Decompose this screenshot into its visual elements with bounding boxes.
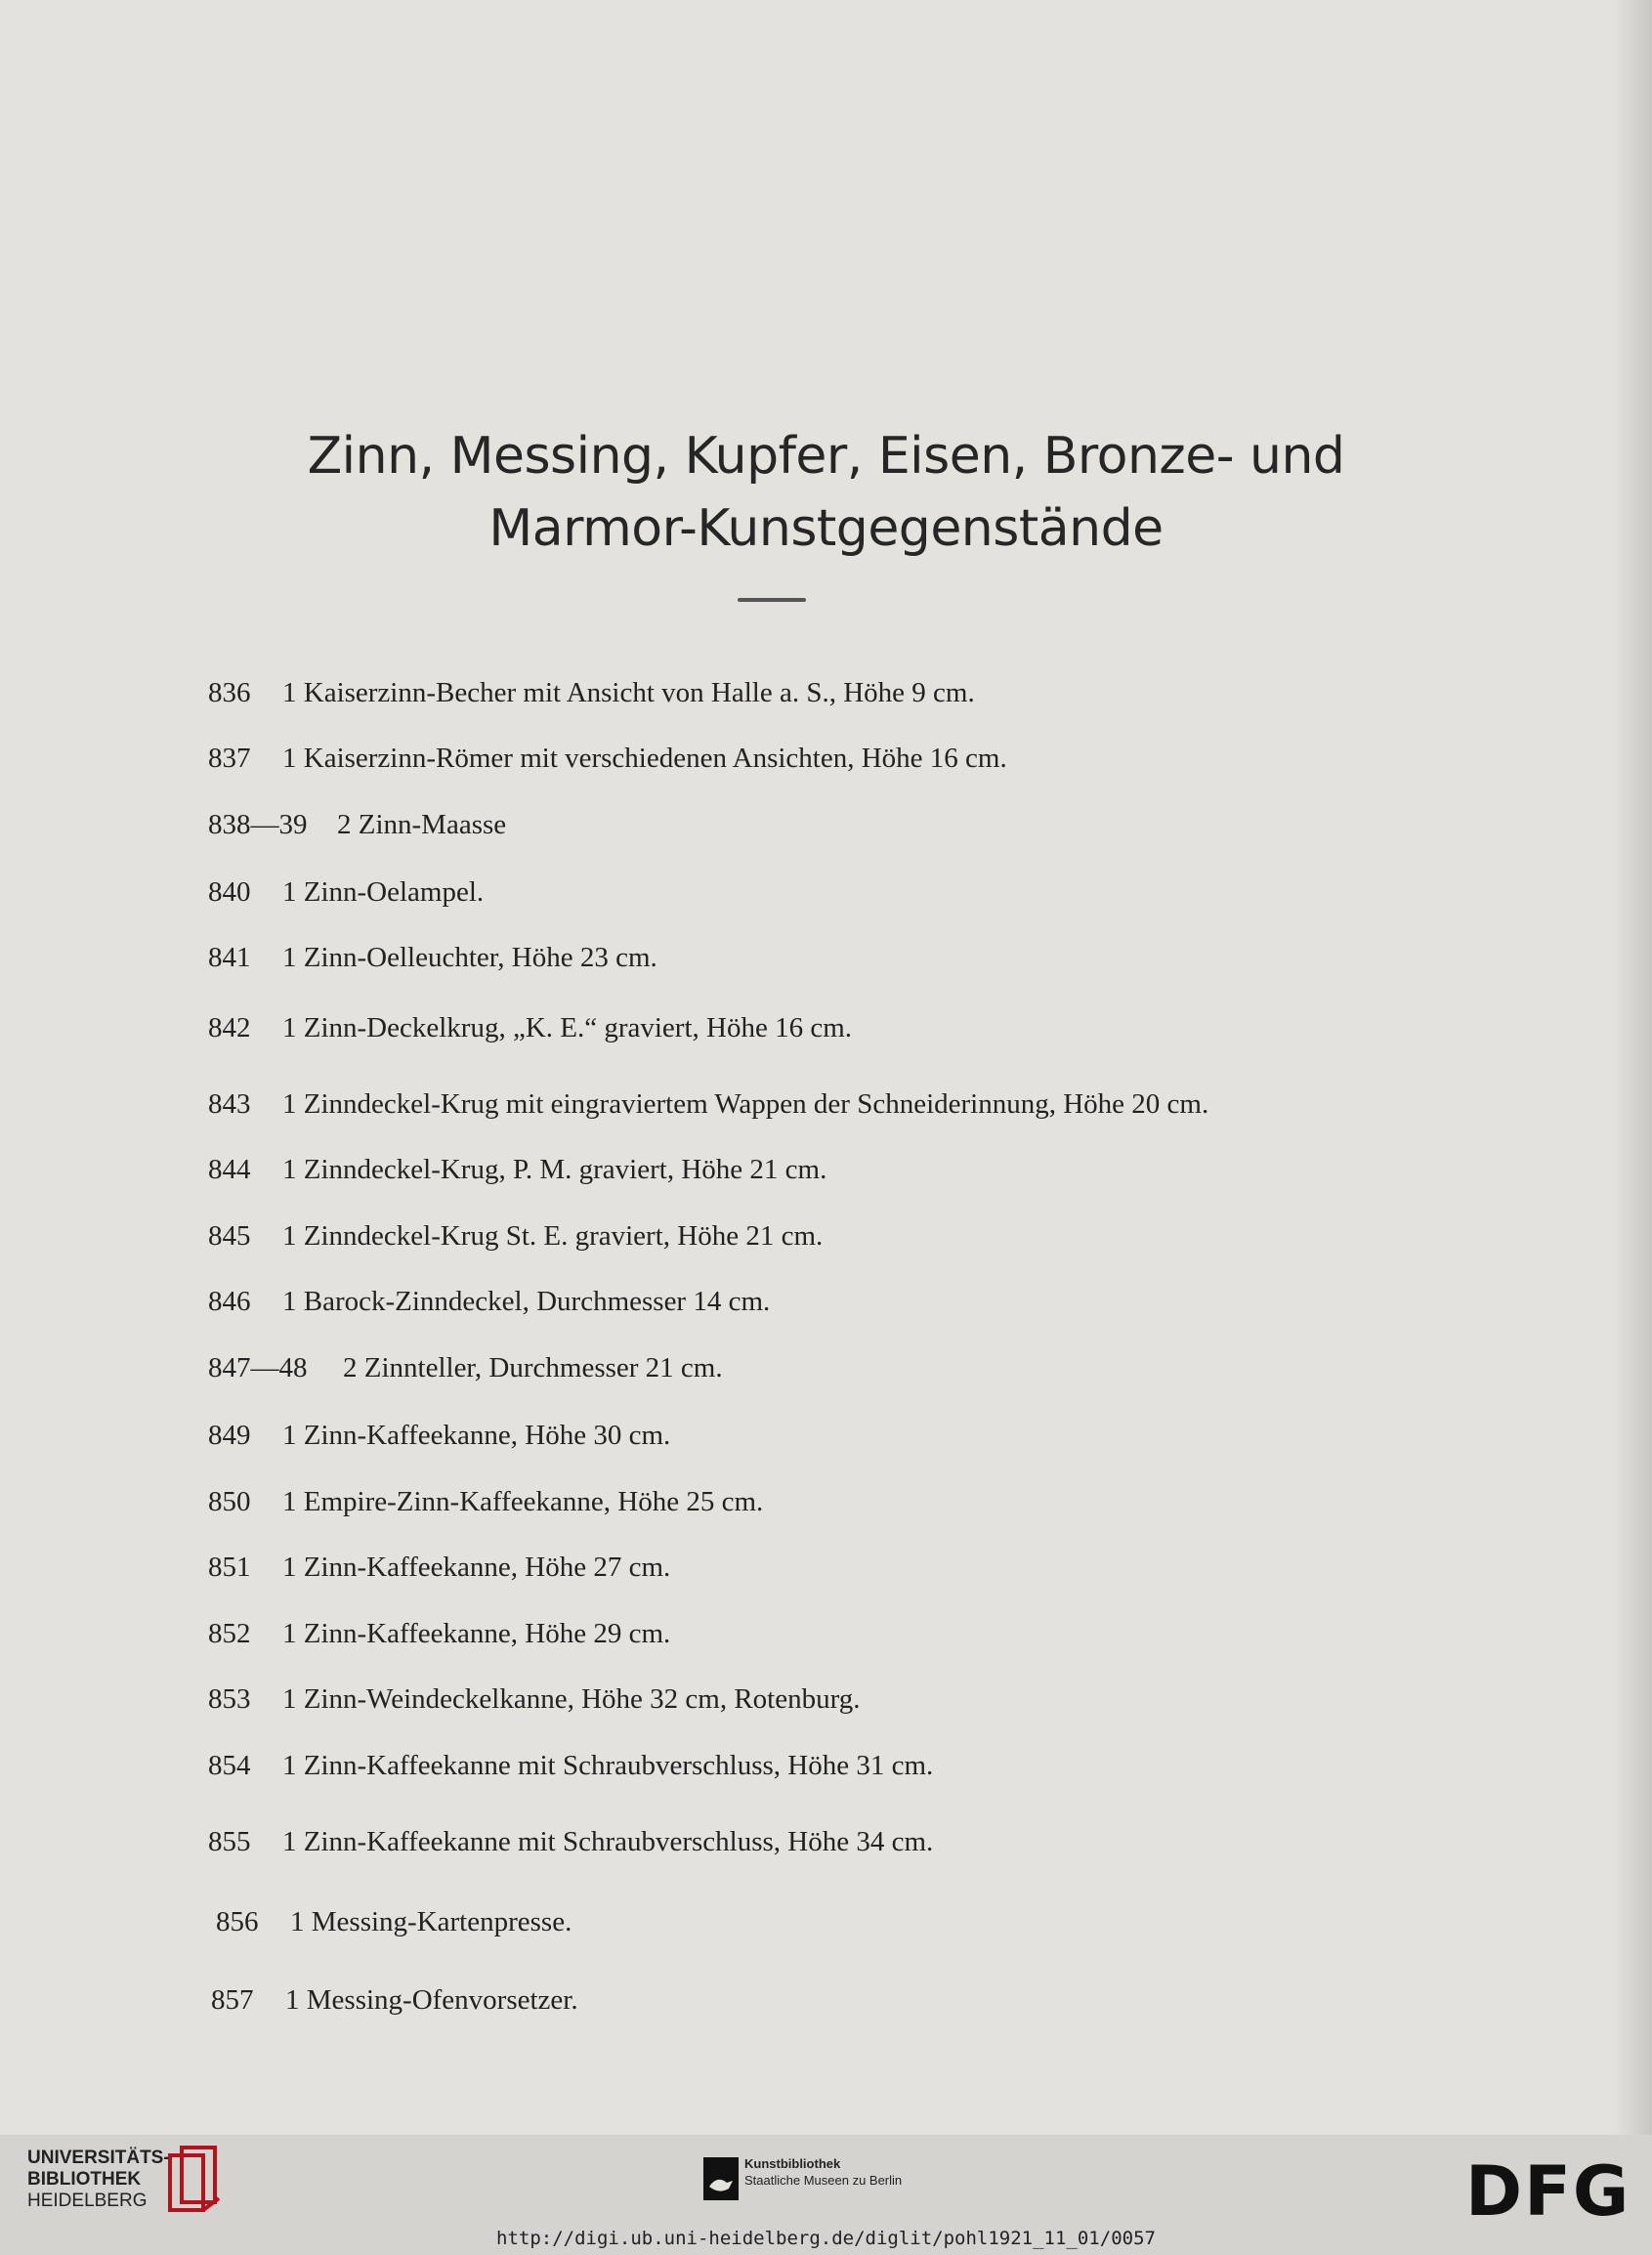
catalog-entry xyxy=(208,1352,723,1384)
entry-text: 1 Zinndeckel-Krug mit eingraviertem Wappen der Schneiderinnung, Höhe 20 cm. xyxy=(282,1088,1209,1120)
entry-number: 840 xyxy=(208,876,251,908)
entry-number: 837 xyxy=(208,743,251,774)
university-library-logo-text xyxy=(27,2148,170,2212)
entry-text: 1 Zinndeckel-Krug St. E. graviert, Höhe 21 cm. xyxy=(282,1220,824,1252)
catalog-entry xyxy=(216,1906,572,1938)
kunstbibliothek-logo-icon xyxy=(703,2157,739,2200)
entry-text: 1 Zinn-Weindeckelkanne, Höhe 32 cm, Rotenburg. xyxy=(282,1683,861,1715)
university-library-emblem-icon xyxy=(166,2142,225,2218)
entry-number: 842 xyxy=(208,1012,251,1043)
entry-number: 841 xyxy=(208,942,251,973)
entry-text: 1 Kaiserzinn-Becher mit Ansicht von Halle a. S., Höhe 9 cm. xyxy=(282,677,975,708)
dfg-logo: DFG xyxy=(1465,2151,1631,2232)
entry-number: 851 xyxy=(208,1552,251,1583)
catalog-entry xyxy=(208,876,484,909)
entry-text: 1 Kaiserzinn-Römer mit verschiedenen Ansichten, Höhe 16 cm. xyxy=(282,743,1007,774)
catalog-entry xyxy=(208,1420,670,1452)
catalog-entry xyxy=(208,1286,770,1318)
catalog-entry xyxy=(208,677,975,709)
heading-line-2: Marmor-Kunstgegenstände xyxy=(488,499,1164,558)
entry-text: 1 Empire-Zinn-Kaffeekanne, Höhe 25 cm. xyxy=(282,1486,764,1517)
catalog-entry xyxy=(208,1826,933,1858)
entry-text: 1 Zinn-Kaffeekanne mit Schraubverschluss, Höhe 34 cm. xyxy=(282,1826,934,1857)
library-name-line-2: BIBLIOTHEK xyxy=(27,2169,142,2190)
kunstbibliothek-logo-text xyxy=(744,2155,902,2189)
entry-number: 852 xyxy=(208,1618,251,1649)
entry-number: 854 xyxy=(208,1750,251,1781)
entry-number: 844 xyxy=(208,1154,251,1185)
entry-text: 1 Zinn-Oelampel. xyxy=(282,876,485,908)
entry-number: 849 xyxy=(208,1420,251,1451)
entry-number: 846 xyxy=(208,1286,251,1317)
catalog-entry xyxy=(208,942,657,974)
catalog-entry xyxy=(208,1552,670,1584)
catalog-entry xyxy=(208,1012,852,1044)
entry-text: 1 Zinn-Kaffeekanne, Höhe 29 cm. xyxy=(282,1618,671,1649)
catalog-entry xyxy=(208,1750,933,1782)
entry-text: 1 Barock-Zinndeckel, Durchmesser 14 cm. xyxy=(282,1286,771,1317)
catalog-entry xyxy=(208,1220,823,1253)
entry-number: 847—48 xyxy=(208,1352,308,1383)
entry-text: 1 Messing-Kartenpresse. xyxy=(290,1906,572,1937)
entry-number: 838—39 xyxy=(208,809,308,840)
heading-line-1: Zinn, Messing, Kupfer, Eisen, Bronze- und xyxy=(307,427,1345,486)
catalog-entry xyxy=(208,1486,763,1518)
entry-text: 1 Zinn-Deckelkrug, „K. E.“ graviert, Höhe 16 cm. xyxy=(282,1012,853,1043)
entry-number: 855 xyxy=(208,1826,251,1857)
catalog-entry xyxy=(208,743,1007,775)
entry-text: 1 Messing-Ofenvorsetzer. xyxy=(285,1984,578,2016)
catalog-entry xyxy=(208,1618,670,1650)
entry-text: 2 Zinnteller, Durchmesser 21 cm. xyxy=(343,1352,723,1383)
entry-number: 850 xyxy=(208,1486,251,1517)
entry-text: 1 Zinn-Kaffeekanne mit Schraubverschluss, Höhe 31 cm. xyxy=(282,1750,934,1781)
entry-text: 2 Zinn-Maasse xyxy=(337,809,507,840)
catalog-entry xyxy=(208,809,506,841)
entry-number: 856 xyxy=(216,1906,259,1937)
entry-number: 857 xyxy=(211,1984,254,2016)
entry-text: 1 Zinn-Kaffeekanne, Höhe 30 cm. xyxy=(282,1420,671,1451)
library-name-line-1: UNIVERSITÄTS- xyxy=(27,2148,170,2168)
entry-number: 836 xyxy=(208,677,251,708)
catalog-entry xyxy=(208,1683,860,1716)
partner-name: Kunstbibliothek xyxy=(744,2156,841,2171)
permalink-url[interactable]: http://digi.ub.uni-heidelberg.de/diglit/pohl1921_11_01/0057 xyxy=(496,2228,1156,2249)
catalog-entry xyxy=(208,1088,1208,1121)
entry-number: 845 xyxy=(208,1220,251,1252)
entry-number: 843 xyxy=(208,1088,251,1120)
entry-text: 1 Zinn-Oelleuchter, Höhe 23 cm. xyxy=(282,942,657,973)
entry-text: 1 Zinndeckel-Krug, P. M. graviert, Höhe 21 cm. xyxy=(282,1154,827,1185)
entry-number: 853 xyxy=(208,1683,251,1715)
library-name-line-3: HEIDELBERG xyxy=(27,2191,148,2211)
partner-subtitle: Staatliche Museen zu Berlin xyxy=(744,2173,903,2188)
catalog-entry xyxy=(208,1154,826,1186)
entry-text: 1 Zinn-Kaffeekanne, Höhe 27 cm. xyxy=(282,1552,671,1583)
catalog-entry xyxy=(211,1984,578,2017)
